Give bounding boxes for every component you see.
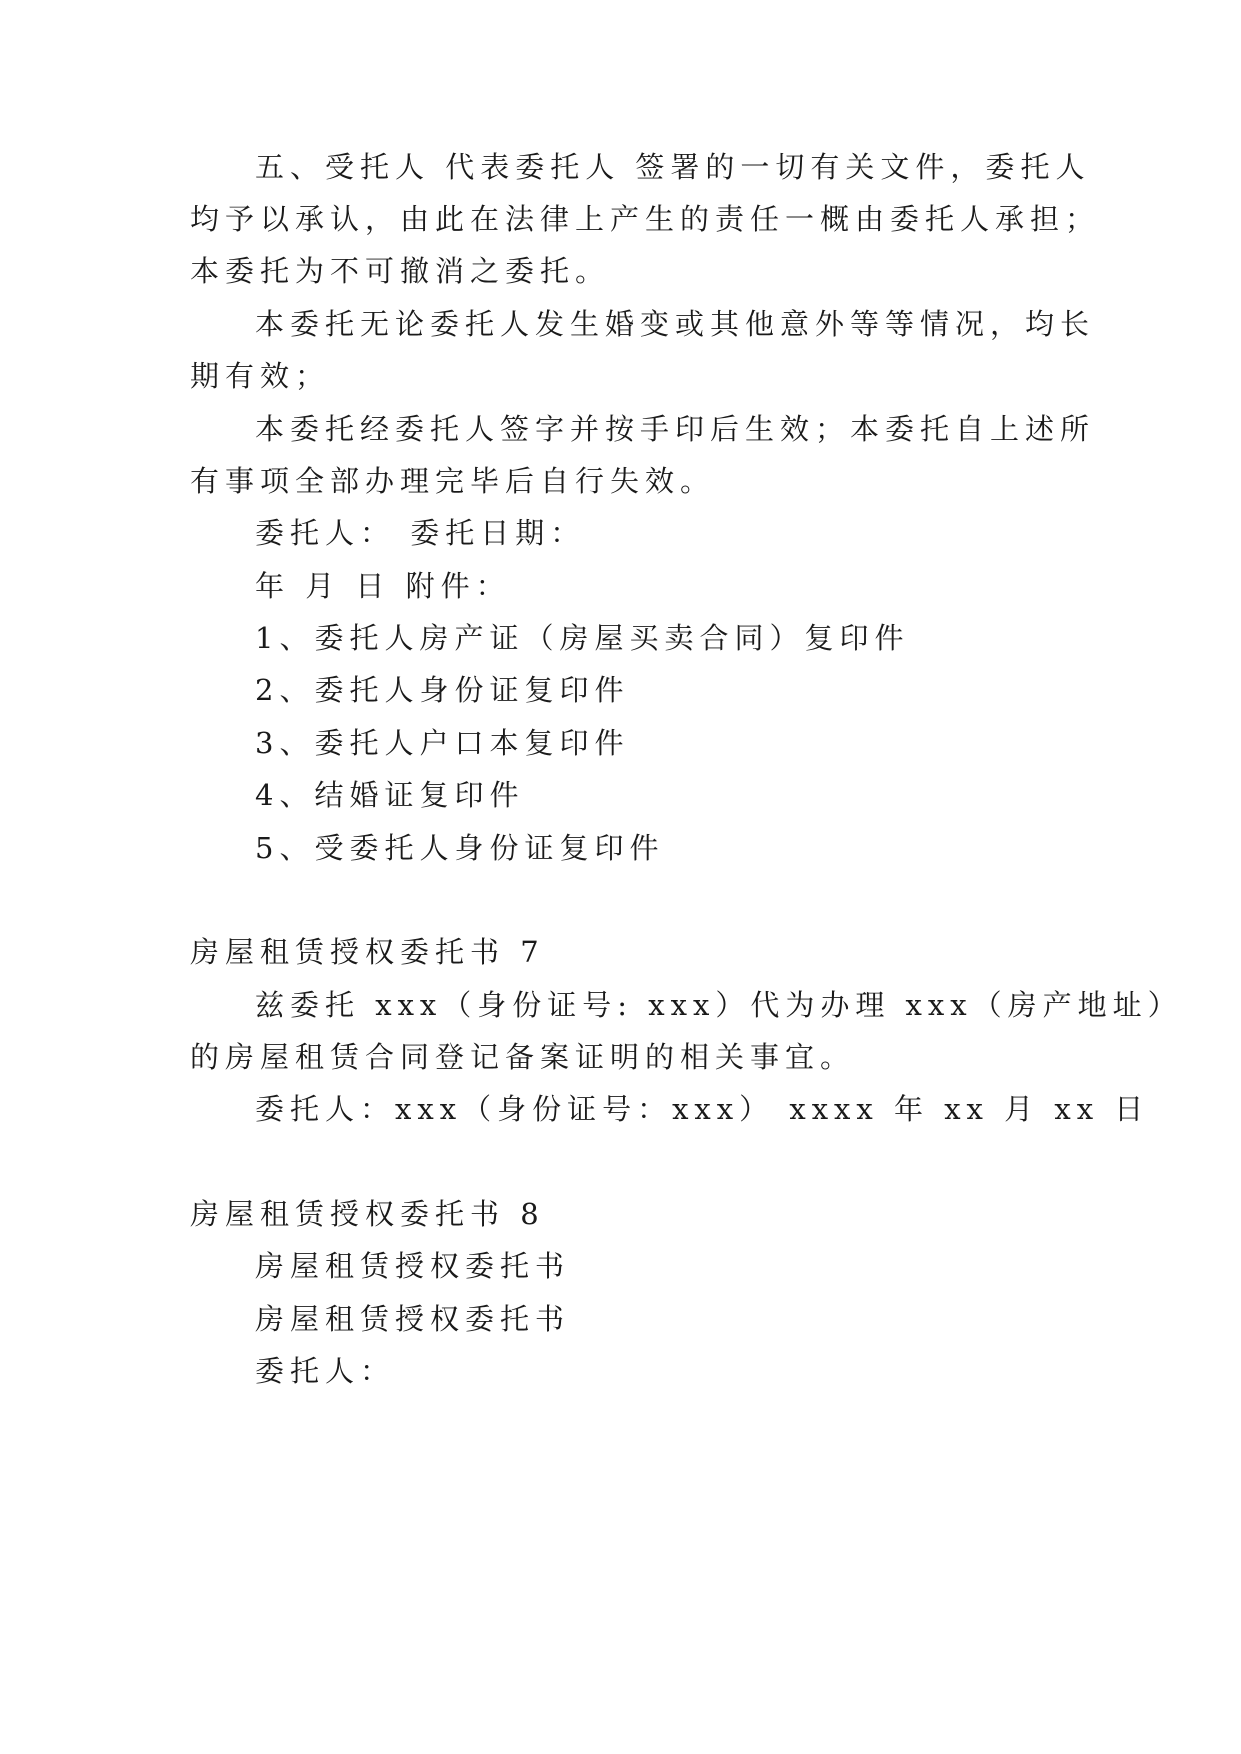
paragraph-line: 均予以承认，由此在法律上产生的责任一概由委托人承担；	[190, 202, 1101, 236]
section-heading: 房屋租赁授权委托书 8	[190, 1197, 545, 1231]
paragraph-line: 委托人：	[255, 1354, 396, 1388]
section-heading: 房屋租赁授权委托书 7	[190, 935, 545, 969]
paragraph-line: 兹委托 xxx（身份证号: xxx）代为办理 xxx（房产地址）	[255, 988, 1183, 1022]
paragraph-line: 本委托无论委托人发生婚变或其他意外等等情况，均长	[255, 307, 1096, 341]
paragraph-line: 委托人：xxx（身份证号：xxx） xxxx 年 xx 月 xx 日	[255, 1092, 1150, 1126]
paragraph-line: 年 月 日 附件：	[255, 569, 511, 603]
paragraph-line: 期有效；	[190, 359, 331, 393]
attachment-item: 4、结婚证复印件	[255, 778, 525, 812]
paragraph-line: 本委托经委托人签字并按手印后生效；本委托自上述所	[255, 412, 1096, 446]
paragraph-line: 五、受托人 代表委托人 签署的一切有关文件，委托人	[255, 150, 1091, 184]
attachment-item: 1、委托人房产证（房屋买卖合同）复印件	[255, 621, 910, 655]
paragraph-line: 本委托为不可撤消之委托。	[190, 254, 611, 288]
paragraph-line: 的房屋租赁合同登记备案证明的相关事宜。	[190, 1040, 856, 1074]
paragraph-line: 房屋租赁授权委托书	[255, 1302, 571, 1336]
attachment-item: 5、受委托人身份证复印件	[255, 831, 665, 865]
paragraph-line: 委托人： 委托日期：	[255, 516, 586, 550]
paragraph-line: 有事项全部办理完毕后自行失效。	[190, 464, 716, 498]
attachment-item: 3、委托人户口本复印件	[255, 726, 630, 760]
paragraph-line: 房屋租赁授权委托书	[255, 1249, 571, 1283]
attachment-item: 2、委托人身份证复印件	[255, 673, 630, 707]
